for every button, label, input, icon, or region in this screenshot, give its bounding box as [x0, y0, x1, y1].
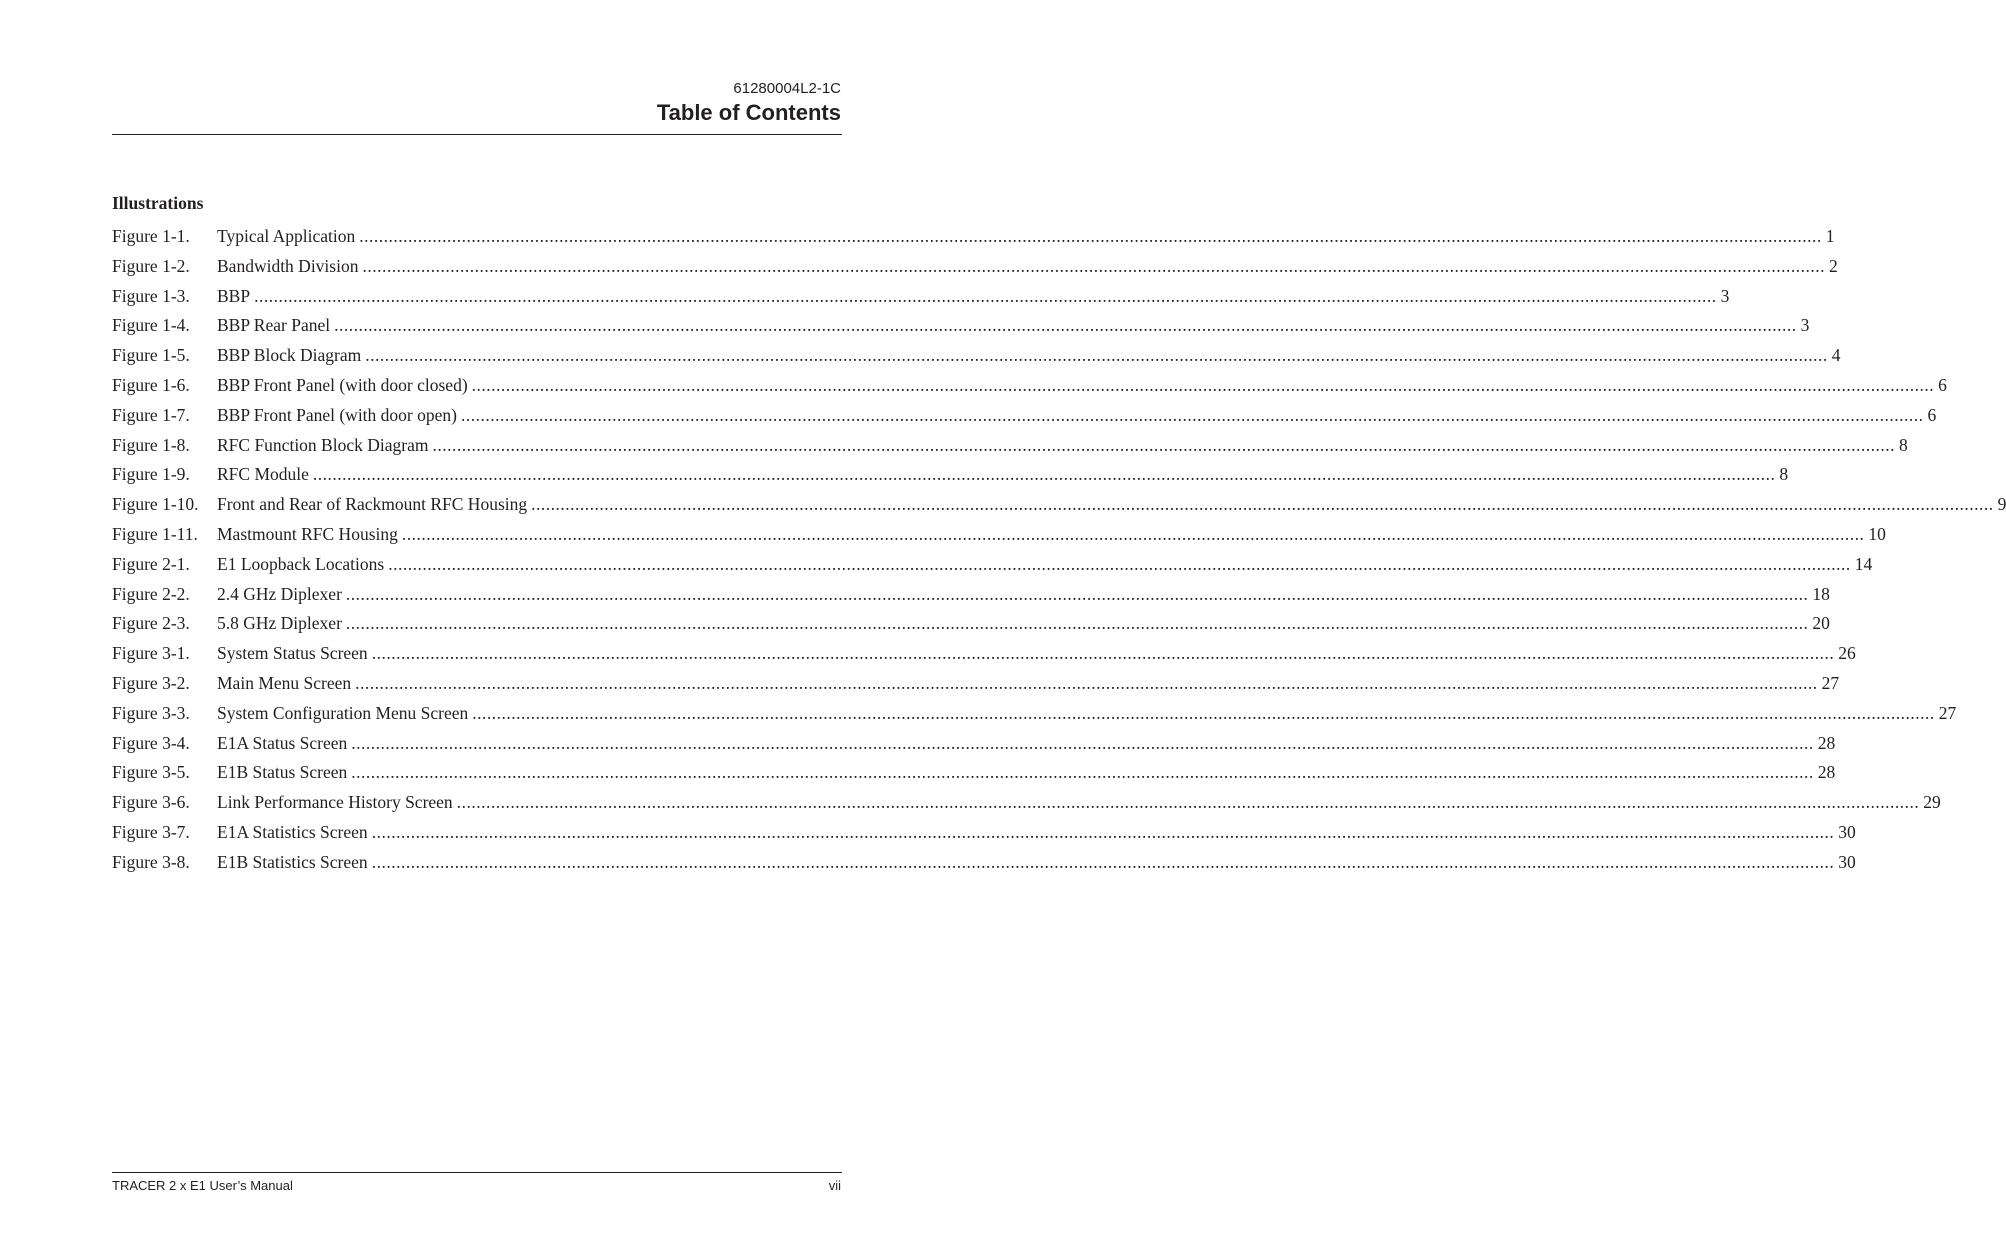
figure-title: E1B Statistics Screen	[217, 851, 368, 872]
dot-leader: ............................................................................................................................................................................................................................................................................................................	[471, 374, 1935, 395]
dot-leader: ............................................................................................................................................................................................................................................................................................................	[334, 315, 1797, 336]
dot-leader: ............................................................................................................................................................................................................................................................................................................	[531, 494, 1994, 515]
toc-entry[interactable]	[112, 282, 1730, 312]
page-number: 6	[1927, 404, 1937, 425]
figure-number: Figure 2-3.	[112, 613, 190, 634]
figure-number: Figure 1-8.	[112, 434, 190, 455]
figure-title: 2.4 GHz Diplexer	[217, 583, 342, 604]
page-number: 4	[1831, 345, 1841, 366]
dot-leader: ............................................................................................................................................................................................................................................................................................................	[312, 464, 1776, 485]
page-number: 28	[1817, 732, 1836, 753]
figure-number: Figure 3-1.	[112, 643, 190, 664]
dot-leader: ............................................................................................................................................................................................................................................................................................................	[365, 345, 1828, 366]
document-number: 61280004L2-1C	[733, 80, 841, 97]
figure-title: Bandwidth Division	[217, 255, 359, 276]
page-number: 26	[1838, 643, 1856, 664]
dot-leader: ............................................................................................................................................................................................................................................................................................................	[388, 553, 1851, 574]
figure-title: E1A Status Screen	[217, 732, 348, 753]
toc-entry[interactable]	[112, 639, 1856, 669]
figure-title: E1A Statistics Screen	[217, 821, 368, 842]
figure-number: Figure 3-7.	[112, 821, 190, 842]
footer-manual-title: TRACER 2 x E1 User’s Manual	[112, 1178, 293, 1193]
dot-leader: ............................................................................................................................................................................................................................................................................................................	[359, 226, 1822, 246]
header-divider	[112, 134, 842, 135]
figure-title: BBP Front Panel (with door closed)	[217, 374, 468, 395]
toc-entry[interactable]	[112, 490, 2006, 520]
dot-leader: ............................................................................................................................................................................................................................................................................................................	[355, 672, 1818, 693]
section-heading: Illustrations	[112, 193, 204, 213]
toc-entry[interactable]	[112, 311, 1810, 341]
figure-number: Figure 1-6.	[112, 374, 190, 395]
toc-entry[interactable]	[112, 729, 1836, 759]
toc-entry[interactable]	[112, 222, 1835, 252]
figure-title: E1B Status Screen	[217, 762, 348, 783]
toc-entry[interactable]	[112, 520, 1886, 550]
dot-leader: ............................................................................................................................................................................................................................................................................................................	[371, 851, 1835, 872]
figure-number: Figure 1-11.	[112, 523, 198, 544]
dot-leader: ............................................................................................................................................................................................................................................................................................................	[351, 732, 1814, 753]
dot-leader: ............................................................................................................................................................................................................................................................................................................	[456, 792, 1920, 813]
page-number: 10	[1868, 523, 1886, 544]
figure-number: Figure 1-3.	[112, 285, 190, 306]
figure-title: BBP Rear Panel	[217, 315, 331, 336]
figure-number: Figure 3-5.	[112, 762, 190, 783]
figure-number: Figure 3-8.	[112, 851, 190, 872]
page-number: 14	[1854, 553, 1873, 574]
toc-entry[interactable]	[112, 699, 1957, 729]
page-number: 27	[1938, 702, 1957, 723]
page-number: 9	[1997, 494, 2006, 515]
toc-entry[interactable]	[112, 758, 1836, 788]
figure-title: Mastmount RFC Housing	[217, 523, 398, 544]
toc-entries-list	[112, 222, 2006, 878]
figure-number: Figure 3-6.	[112, 792, 190, 813]
figure-title: Link Performance History Screen	[217, 792, 453, 813]
toc-entry[interactable]	[112, 669, 1840, 699]
figure-number: Figure 1-9.	[112, 464, 190, 485]
figure-title: BBP Front Panel (with door open)	[217, 404, 457, 425]
figure-number: Figure 1-1.	[112, 226, 190, 246]
toc-entry[interactable]	[112, 460, 1789, 490]
dot-leader: ............................................................................................................................................................................................................................................................................................................	[401, 523, 1865, 544]
page-number: 3	[1800, 315, 1810, 336]
page-number: 20	[1812, 613, 1830, 634]
toc-entry[interactable]	[112, 848, 1856, 878]
toc-entry[interactable]	[112, 252, 1838, 282]
dot-leader: ............................................................................................................................................................................................................................................................................................................	[351, 762, 1814, 783]
toc-entry[interactable]	[112, 818, 1856, 848]
dot-leader: ............................................................................................................................................................................................................................................................................................................	[460, 404, 1924, 425]
figure-title: BBP	[217, 285, 251, 306]
figure-title: RFC Function Block Diagram	[217, 434, 429, 455]
figure-number: Figure 1-2.	[112, 255, 190, 276]
figure-title: System Configuration Menu Screen	[217, 702, 469, 723]
toc-entry[interactable]	[112, 341, 1841, 371]
dot-leader: ............................................................................................................................................................................................................................................................................................................	[371, 643, 1835, 664]
figure-number: Figure 3-3.	[112, 702, 190, 723]
toc-entry[interactable]	[112, 371, 1947, 401]
page-number: 2	[1828, 255, 1838, 276]
page-number: 18	[1812, 583, 1830, 604]
figure-title: E1 Loopback Locations	[217, 553, 385, 574]
page-number: 28	[1817, 762, 1836, 783]
toc-entry[interactable]	[112, 431, 1908, 461]
figure-title: RFC Module	[217, 464, 309, 485]
figure-number: Figure 3-4.	[112, 732, 190, 753]
figure-number: Figure 2-1.	[112, 553, 190, 574]
dot-leader: ............................................................................................................................................................................................................................................................................................................	[345, 583, 1809, 604]
toc-entry[interactable]	[112, 580, 1830, 610]
dot-leader: ............................................................................................................................................................................................................................................................................................................	[254, 285, 1717, 306]
page-number: 8	[1779, 464, 1789, 485]
page-number: 27	[1821, 672, 1840, 693]
toc-entry[interactable]	[112, 788, 1941, 818]
figure-number: Figure 1-4.	[112, 315, 190, 336]
figure-number: Figure 2-2.	[112, 583, 190, 604]
figure-number: Figure 3-2.	[112, 672, 190, 693]
page-title: Table of Contents	[656, 100, 841, 125]
figure-title: Front and Rear of Rackmount RFC Housing	[217, 494, 528, 515]
dot-leader: ............................................................................................................................................................................................................................................................................................................	[371, 821, 1835, 842]
figure-number: Figure 1-7.	[112, 404, 190, 425]
footer-divider	[112, 1172, 842, 1173]
toc-entry[interactable]	[112, 550, 1873, 580]
page-number: 30	[1838, 851, 1856, 872]
page-number: 30	[1838, 821, 1856, 842]
figure-number: Figure 1-5.	[112, 345, 190, 366]
footer-page-number: vii	[828, 1178, 841, 1193]
toc-entry[interactable]	[112, 401, 1937, 431]
page-number: 1	[1825, 226, 1835, 246]
figure-title: Typical Application	[217, 226, 356, 246]
figure-number: Figure 1-10.	[112, 494, 199, 515]
dot-leader: ............................................................................................................................................................................................................................................................................................................	[432, 434, 1895, 455]
figure-title: BBP Block Diagram	[217, 345, 362, 366]
page-number: 6	[1938, 374, 1947, 395]
figure-title: 5.8 GHz Diplexer	[217, 613, 342, 634]
figure-title: System Status Screen	[217, 643, 368, 664]
figure-title: Main Menu Screen	[217, 672, 352, 693]
dot-leader: ............................................................................................................................................................................................................................................................................................................	[472, 702, 1935, 723]
page-number: 29	[1923, 792, 1941, 813]
page-number: 8	[1898, 434, 1908, 455]
dot-leader: ............................................................................................................................................................................................................................................................................................................	[362, 255, 1825, 276]
dot-leader: ............................................................................................................................................................................................................................................................................................................	[345, 613, 1809, 634]
page-number: 3	[1720, 285, 1730, 306]
toc-entry[interactable]	[112, 609, 1830, 639]
